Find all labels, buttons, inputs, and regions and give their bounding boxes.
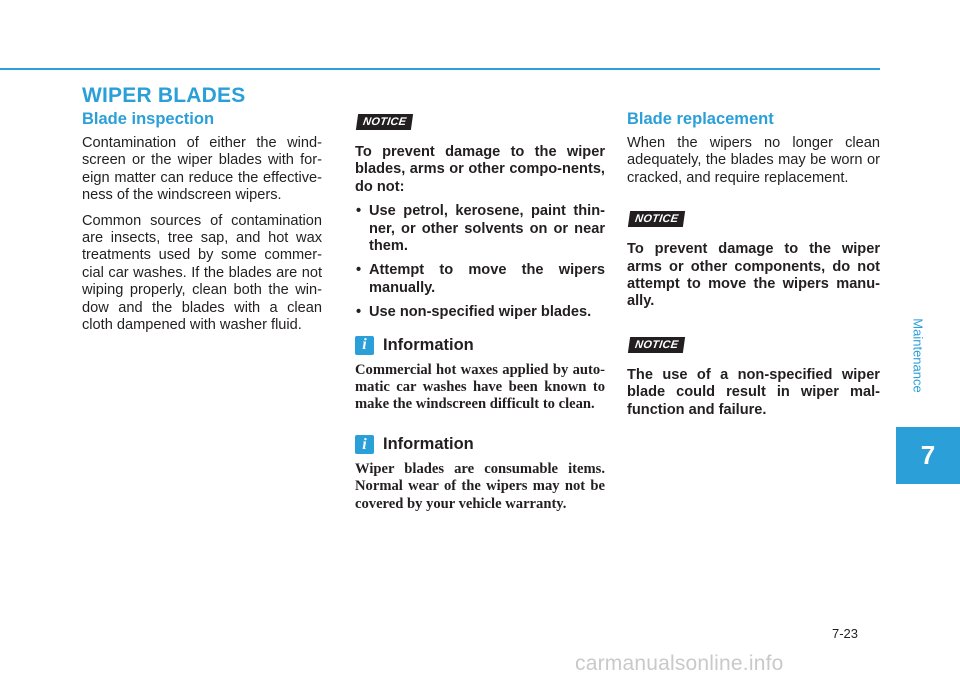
information-heading-1 [355,336,605,355]
bullet: • [356,304,362,321]
watermark: carmanualsonline.info [575,652,784,675]
section-title: WIPER BLADES [82,84,246,107]
info-icon: i [355,336,374,355]
information-text-2: Wiper blades are consumable items. Normal wear of the wipers may not be covered by your vehicle warranty. [355,461,605,512]
list-item: • Use non-specified wiper blades. [356,304,592,321]
notice-badge: NOTICE [628,337,686,353]
blade-replacement-column [627,110,880,426]
information-heading-2 [355,435,605,454]
list-item: • Attempt to move the wipers manually. [356,262,605,296]
information-title: Information [383,335,474,354]
notice-badge: NOTICE [356,114,414,130]
chapter-tab-label: Maintenance [910,317,926,393]
blade-inspection-heading: Blade inspection [82,110,215,128]
blade-inspection-paragraph-2: Common sources of contamination are insects, tree sap, and hot wax treatments used by some commer-cial car washes. If the blades are not wiping properly, clean both the win-dow and the blades with a clean cloth dampened with washer fluid. [82,212,322,334]
list-item: • Use petrol, kerosene, paint thin-ner, or other solvents on or near them. [356,203,605,255]
blade-inspection-column [82,110,322,342]
notice-text-1: To prevent damage to the wiper arms or other components, do not attempt to move the wipers manu-ally. [627,241,880,310]
top-rule [0,68,880,70]
notice-text-2: The use of a non-specified wiper blade could result in wiper mal-function and failure. [627,366,880,418]
information-title: Information [383,435,474,454]
notice-information-column [355,112,605,523]
blade-replacement-paragraph: When the wipers no longer clean adequately, the blades may be worn or cracked, and require replacement. [627,135,880,186]
info-icon: i [355,435,374,454]
information-text-1: Commercial hot waxes applied by auto-matic car washes have been known to make the windscreen difficult to clean. [355,361,605,413]
notice-badge: NOTICE [628,211,686,227]
notice-list [355,203,605,321]
blade-inspection-paragraph-1: Contamination of either the wind-screen or the wiper blades with for-eign matter can reduce the effective-ness of the windscreen wipers. [82,135,322,204]
bullet: • [356,203,362,220]
chapter-number-block: 7 [896,427,960,484]
blade-replacement-heading: Blade replacement [627,110,774,128]
bullet: • [356,262,362,279]
page-number: 7-23 [832,626,859,641]
notice-intro: To prevent damage to the wiper blades, arms or other compo-nents, do not: [355,144,605,195]
